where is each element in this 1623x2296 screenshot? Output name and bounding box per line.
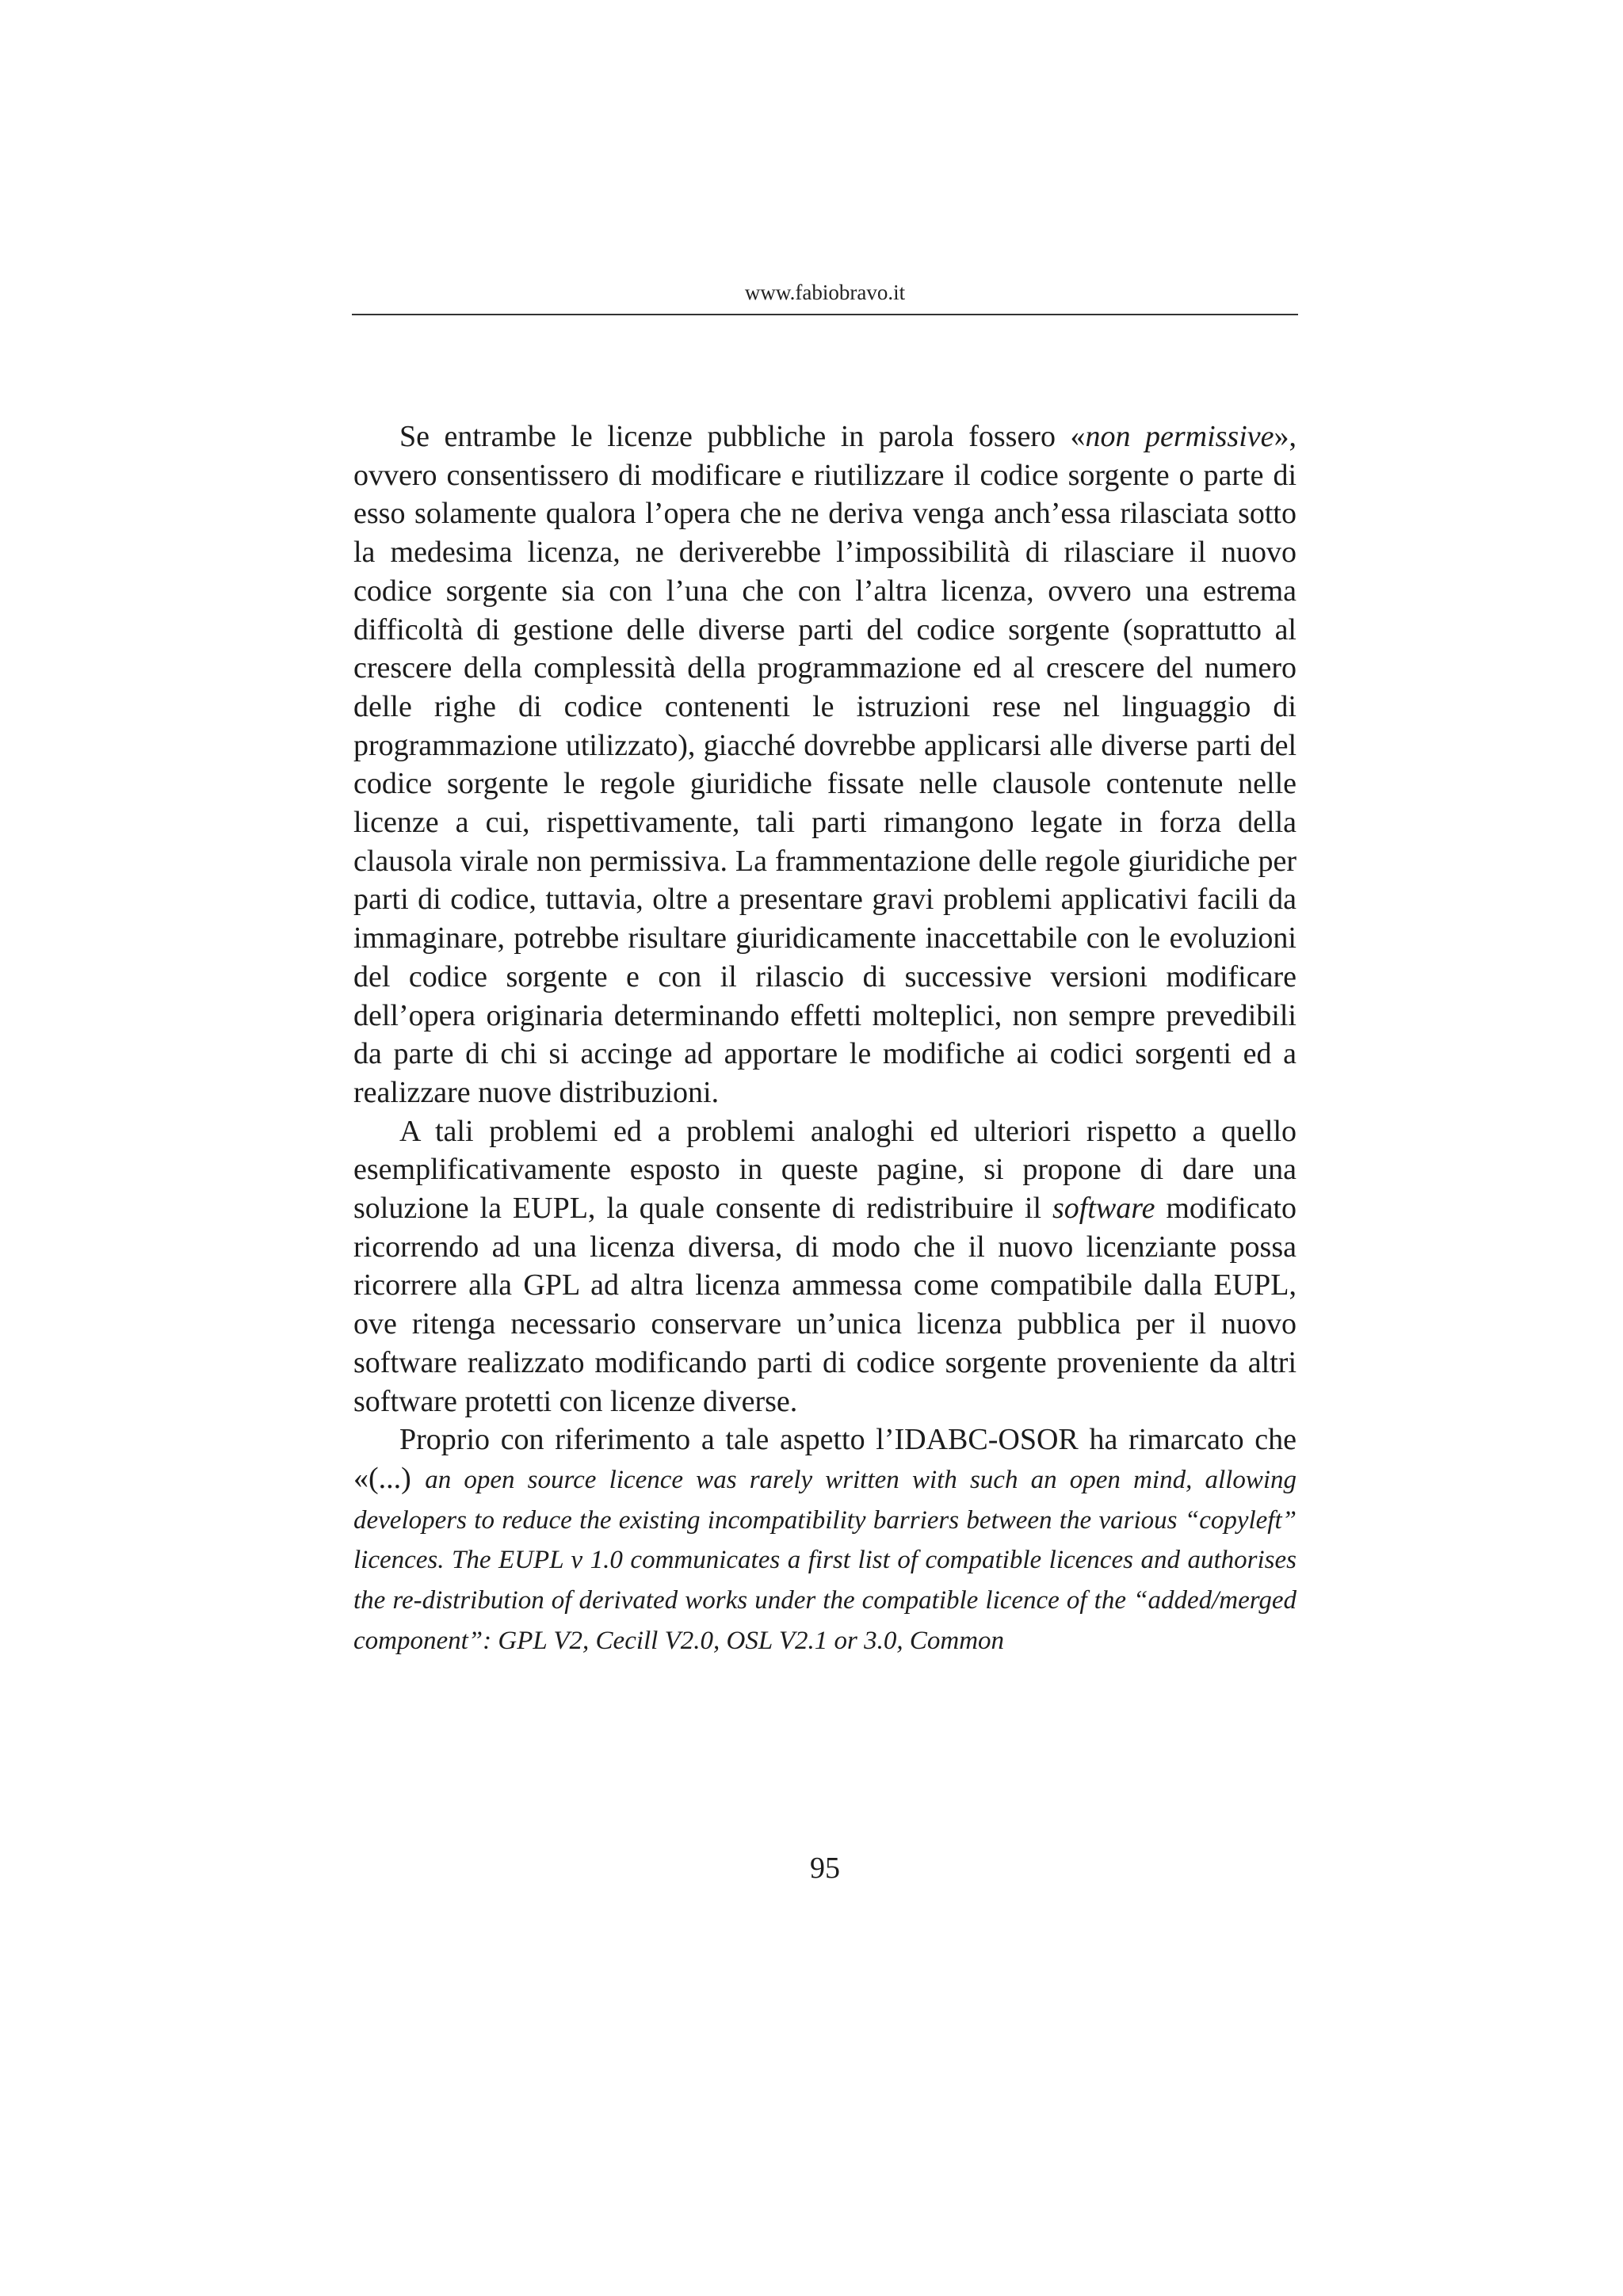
- body-text: [353, 418, 1296, 1661]
- paragraph-2-text-a: A tali problemi ed a problemi analoghi ed ulteriori rispetto a quello esemplificativamente esposto in queste pagine, si propone di dare una soluzione la EUPL, la quale consente di redistribuire il: [353, 1114, 1296, 1226]
- paragraph-3: [353, 1421, 1296, 1660]
- page-number: 95: [810, 1852, 840, 1885]
- paragraph-1-text-b: », ovvero consentissero di modificare e riutilizzare il codice sorgente o parte di esso solamente qualora l’opera che ne deriva venga anch’essa rilasciata sotto la medesima licenza, ne deriverebbe l’impossibilità di rilasciare il nuovo codice sorgente sia con l’una che con l’altra licenza, ovvero una estrema difficoltà di gestione delle diverse parti del codice sorgente (soprattutto al crescere della complessità della programmazione ed al crescere del numero delle righe di codice contenenti le istruzioni rese nel linguaggio di programmazione utilizzato), giacché dovrebbe applicarsi alle diverse parti del codice sorgente le regole giuridiche fissate nelle clausole contenute nelle licenze a cui, rispettivamente, tali parti rimangono legate in forza della clausola virale non permissiva. La frammentazione delle regole giuridiche per parti di codice, tuttavia, oltre a presentare gravi problemi applicativi facili da immaginare, potrebbe risultare giuridicamente inaccettabile con le evoluzioni del codice sorgente e con il rilascio di successive versioni modificare dell’opera originaria determinando effetti molteplici, non sempre prevedibili da parte di chi si accinge ad apportare le modifiche ai codici sorgenti ed a realizzare nuove distribuzioni.: [353, 420, 1296, 1109]
- paragraph-3-text-a: Proprio con riferimento a tale aspetto l’IDABC-OSOR ha rimarcato che «(...): [353, 1423, 1296, 1495]
- paragraph-1-italic-term: non permissive: [1085, 420, 1274, 453]
- paragraph-2: [353, 1112, 1296, 1421]
- paragraph-1-text-a: Se entrambe le licenze pubbliche in parola fossero «: [399, 420, 1086, 453]
- paragraph-2-italic-term: software: [1052, 1192, 1155, 1226]
- paragraph-3-english-quote: an open source licence was rarely written with such an open mind, allowing developers to reduce the existing incompatibility barriers between the various “copyleft” licences. The EUPL v 1.0 communicates a first list of compatible licences and authorises the re-distribution of derivated works under the compatible licence of the “added/merged component”: GPL V2, Cecill V2.0, OSL V2.1 or 3.0, Common: [353, 1465, 1296, 1655]
- header-rule: [352, 314, 1298, 315]
- running-header-url: www.fabiobravo.it: [744, 280, 906, 304]
- paragraph-2-text-b: modificato ricorrendo ad una licenza diversa, di modo che il nuovo licenziante possa ricorrere alla GPL ad altra licenza ammessa come compatibile dalla EUPL, ove ritenga necessario conservare un’unica licenza pubblica per il nuovo software realizzato modificando parti di codice sorgente proveniente da altri software protetti con licenze diverse.: [353, 1192, 1296, 1418]
- paragraph-1: [353, 418, 1296, 1112]
